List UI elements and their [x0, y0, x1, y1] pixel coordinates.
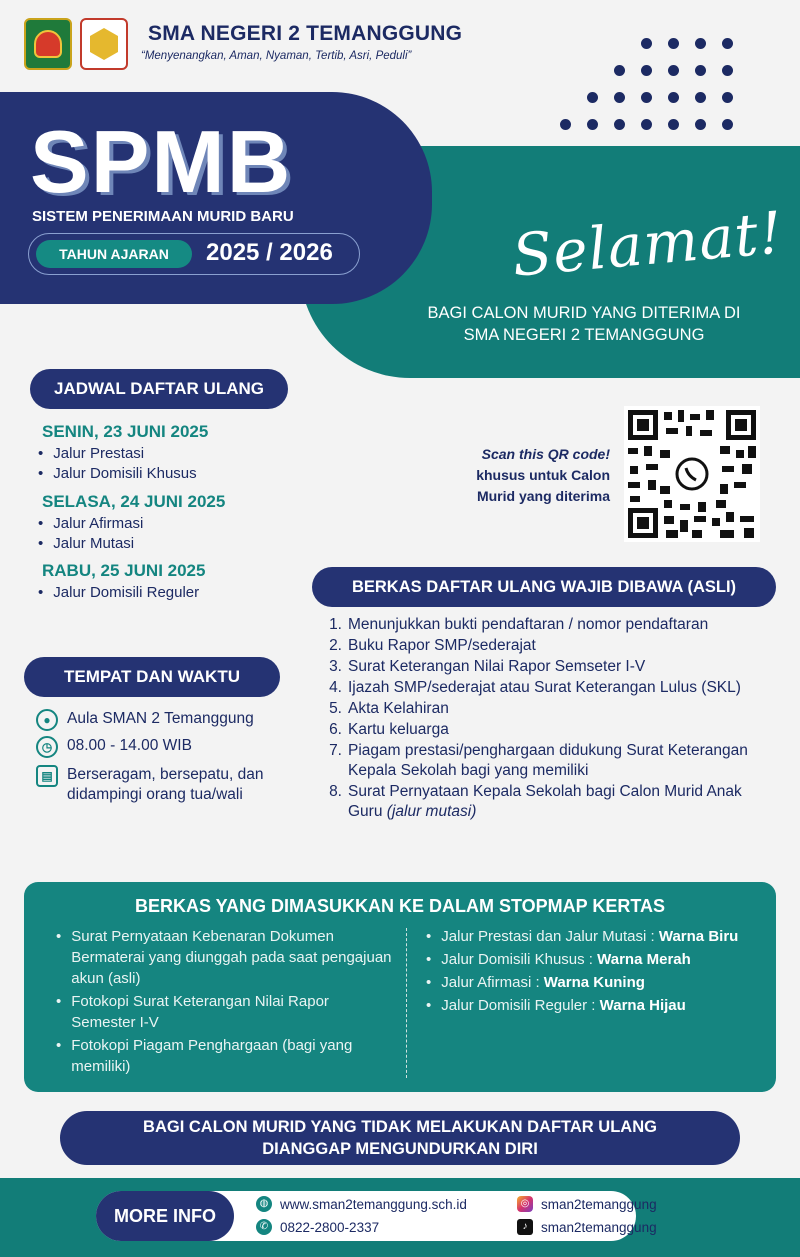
decorative-dot [695, 119, 706, 130]
warning-line-2: DIANGGAP MENGUNDURKAN DIRI [262, 1140, 538, 1158]
location-pin-icon: ● [36, 709, 58, 731]
decorative-dot [641, 92, 652, 103]
list-item: • Jalur Domisili Reguler [38, 583, 199, 603]
warning-banner [60, 1111, 740, 1165]
decorative-dot [614, 92, 625, 103]
qr-caption-line-1: Scan this QR code! [481, 446, 610, 462]
list-item: • Jalur Afirmasi : Warna Kuning [426, 972, 766, 993]
stopmap-divider [406, 928, 407, 1078]
dress-row [36, 765, 286, 805]
list-item: • Jalur Mutasi [38, 534, 143, 554]
list-item: 8. Surat Pernyataan Kepala Sekolah bagi Calon Murid Anak Guru (jalur mutasi) [329, 783, 742, 820]
location-text: Aula SMAN 2 Temanggung [67, 710, 254, 727]
decorative-dot [695, 38, 706, 49]
decorative-dot [722, 119, 733, 130]
decorative-dot [560, 119, 571, 130]
stopmap-right-list [426, 926, 766, 1018]
decorative-dot [587, 92, 598, 103]
warning-line-1: BAGI CALON MURID YANG TIDAK MELAKUKAN DAFTAR ULANG [143, 1118, 657, 1136]
instagram-link[interactable]: ◎ sman2temanggung [517, 1196, 657, 1212]
school-name: SMA NEGERI 2 TEMANGGUNG [148, 22, 463, 45]
berkas-list [320, 615, 760, 823]
website-link[interactable]: ◍ www.sman2temanggung.sch.id [256, 1196, 467, 1212]
qr-caption [430, 444, 610, 507]
dress-text: Berseragam, bersepatu, dan didampingi orang tua/wali [67, 766, 264, 803]
phone-link[interactable]: ✆ 0822-2800-2337 [256, 1219, 379, 1235]
school-motto: “Menyenangkan, Aman, Nyaman, Tertib, Asri, Peduli” [141, 50, 412, 62]
list-item: 4. Ijazah SMP/sederajat atau Surat Keterangan Lulus (SKL) [329, 679, 741, 696]
list-item: • Jalur Domisili Khusus [38, 464, 197, 484]
more-info-label: MORE INFO [96, 1191, 234, 1241]
decorative-dot [668, 38, 679, 49]
jadwal-heading: JADWAL DAFTAR ULANG [30, 369, 288, 409]
qr-code-graphic [624, 406, 760, 542]
decorative-dot [722, 65, 733, 76]
list-item: 6. Kartu keluarga [329, 721, 449, 738]
tahun-ajaran-value: 2025 / 2026 [206, 239, 333, 266]
qr-caption-line-3: Murid yang diterima [476, 488, 610, 504]
school-logo [80, 18, 128, 70]
decorative-dot [695, 65, 706, 76]
stopmap-left-list [56, 926, 396, 1079]
qr-code[interactable] [624, 406, 760, 542]
decorative-dot [641, 65, 652, 76]
berkas-heading: BERKAS DAFTAR ULANG WAJIB DIBAWA (ASLI) [312, 567, 776, 607]
decorative-dot [668, 119, 679, 130]
list-item: • Jalur Prestasi dan Jalur Mutasi : Warna Biru [426, 926, 766, 947]
decorative-dot [668, 65, 679, 76]
list-item: 5. Akta Kelahiran [329, 700, 449, 717]
spmb-subtitle: SISTEM PENERIMAAN MURID BARU [32, 208, 294, 225]
congrats-line-1: BAGI CALON MURID YANG DITERIMA DI [427, 304, 741, 322]
globe-icon: ◍ [256, 1196, 272, 1212]
spmb-title: SPMB [30, 112, 293, 211]
selamat-heading: Selamat! [509, 198, 786, 290]
list-item: • Jalur Afirmasi [38, 514, 143, 534]
list-item: • Jalur Prestasi [38, 444, 197, 464]
decorative-dot [722, 92, 733, 103]
tempat-heading: TEMPAT DAN WAKTU [24, 657, 280, 697]
decorative-dot [641, 119, 652, 130]
jadwal-day: SELASA, 24 JUNI 2025 [42, 492, 226, 511]
list-item: • Jalur Domisili Khusus : Warna Merah [426, 949, 766, 970]
list-item: 7. Piagam prestasi/penghargaan didukung Surat Keterangan Kepala Sekolah bagi yang memiliki [329, 742, 748, 779]
time-text: 08.00 - 14.00 WIB [67, 737, 192, 754]
phone-icon: ✆ [256, 1219, 272, 1235]
tiktok-link[interactable]: ♪ sman2temanggung [517, 1219, 657, 1235]
decorative-dot [668, 92, 679, 103]
instagram-icon: ◎ [517, 1196, 533, 1212]
qr-caption-line-2: khusus untuk Calon [476, 467, 610, 483]
uniform-icon: ▤ [36, 765, 58, 787]
stopmap-heading: BERKAS YANG DIMASUKKAN KE DALAM STOPMAP KERTAS [134, 896, 666, 916]
list-item: 1. Menunjukkan bukti pendaftaran / nomor pendaftaran [329, 616, 709, 633]
kabupaten-logo [24, 18, 72, 70]
clock-icon: ◷ [36, 736, 58, 758]
location-row [36, 709, 286, 731]
congrats-text [392, 302, 776, 346]
list-item: • Surat Pernyataan Kebenaran Dokumen Bermaterai yang diunggah pada saat pengajuan akun (asli) [56, 926, 396, 989]
decorative-dot [641, 38, 652, 49]
list-item: 3. Surat Keterangan Nilai Rapor Semseter I-V [329, 658, 646, 675]
tiktok-icon: ♪ [517, 1219, 533, 1235]
jadwal-day: RABU, 25 JUNI 2025 [42, 561, 206, 580]
list-item: • Jalur Domisili Reguler : Warna Hijau [426, 995, 766, 1016]
decorative-dot [587, 119, 598, 130]
decorative-dot [722, 38, 733, 49]
jadwal-list [38, 514, 143, 554]
congrats-line-2: SMA NEGERI 2 TEMANGGUNG [463, 326, 705, 344]
decorative-dot [614, 65, 625, 76]
jadwal-day: SENIN, 23 JUNI 2025 [42, 422, 209, 441]
list-item: 2. Buku Rapor SMP/sederajat [329, 637, 536, 654]
tahun-ajaran-label: TAHUN AJARAN [36, 240, 192, 268]
jadwal-list [38, 583, 199, 603]
jadwal-list [38, 444, 197, 484]
time-row [36, 736, 286, 758]
decorative-dot [614, 119, 625, 130]
list-item: • Fotokopi Piagam Penghargaan (bagi yang memiliki) [56, 1035, 396, 1077]
list-item: • Fotokopi Surat Keterangan Nilai Rapor Semester I-V [56, 991, 396, 1033]
decorative-dot [695, 92, 706, 103]
